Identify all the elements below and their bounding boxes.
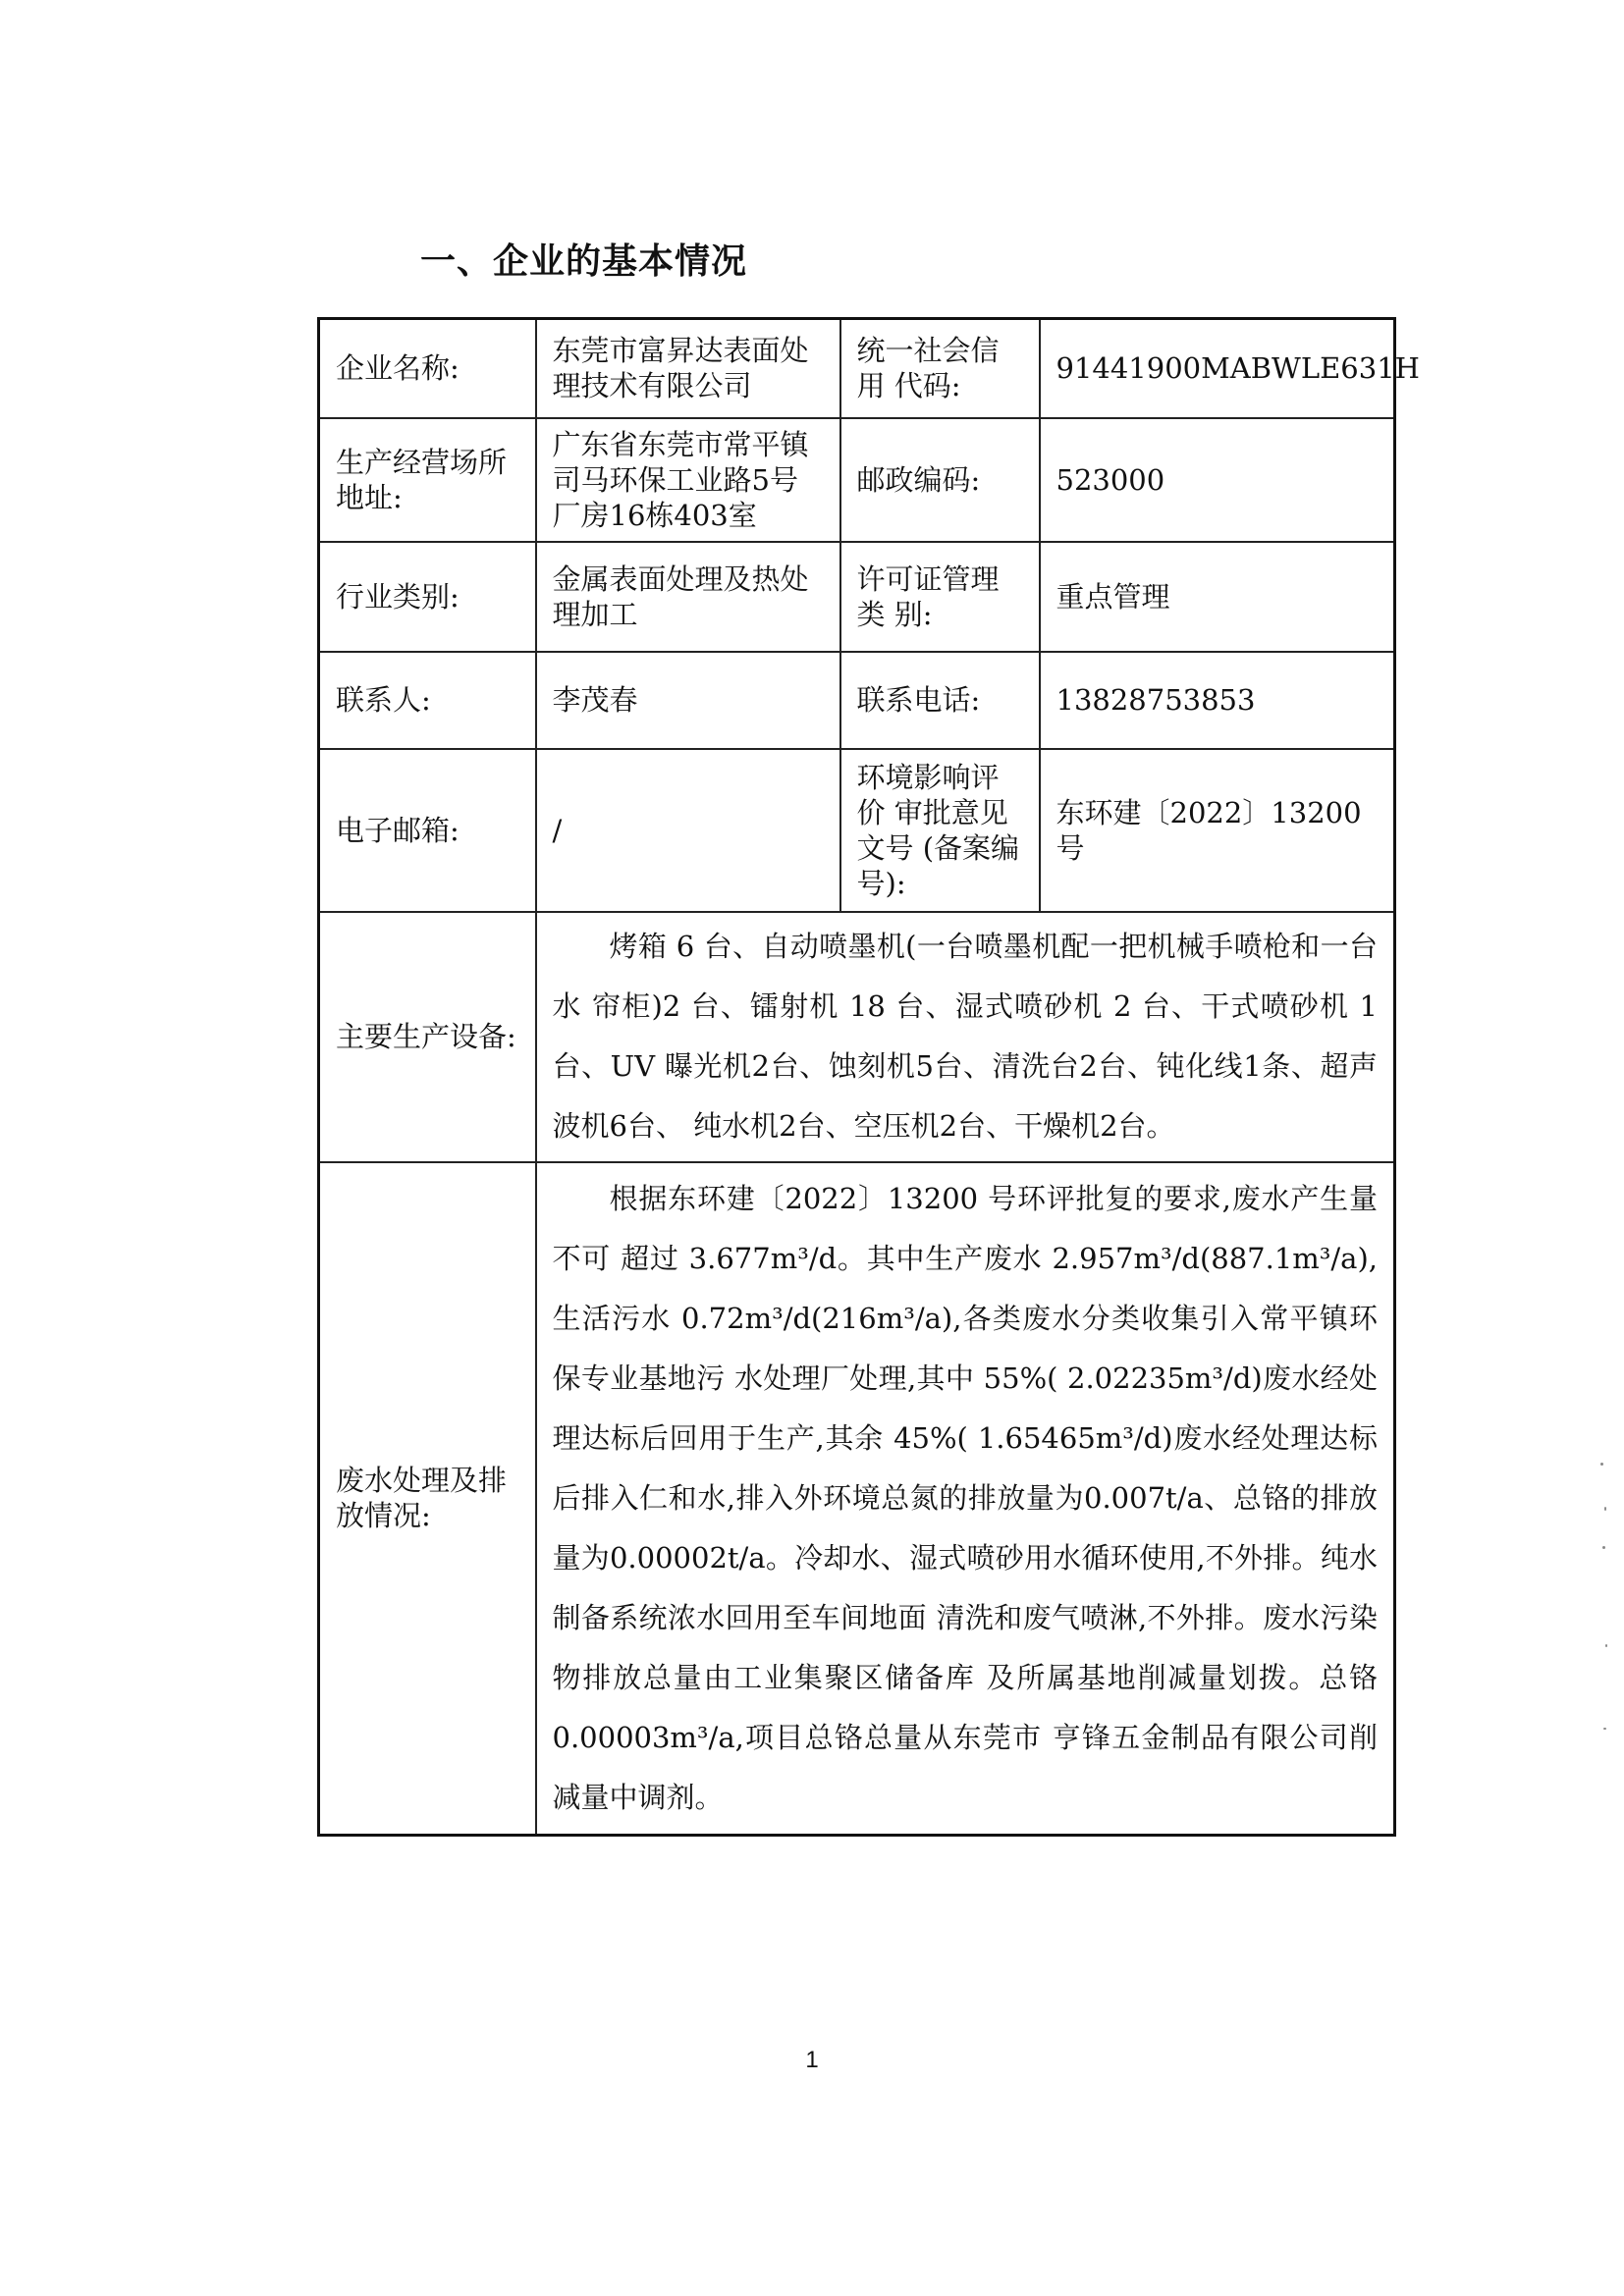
table-row	[319, 418, 1395, 542]
scan-speck	[1604, 1507, 1606, 1511]
phone-label: 联系电话:	[840, 652, 1040, 749]
section-title: 一、企业的基本情况	[420, 241, 748, 282]
equipment-label: 主要生产设备:	[319, 912, 536, 1162]
email-value: /	[536, 749, 840, 912]
table-row	[319, 542, 1395, 652]
equipment-text: 烤箱 6 台、自动喷墨机(一台喷墨机配一把机械手喷枪和一台水 帘柜)2 台、镭射机 18 台、湿式喷砂机 2 台、干式喷砂机 1 台、UV 曝光机2台、蚀刻机5台、清洗台2台、钝化线1条、超声波机6台、 纯水机2台、空压机2台、干燥机2台。	[552, 930, 1378, 1143]
wastewater-cell	[536, 1162, 1395, 1836]
eia-number-value: 东环建〔2022〕13200 号	[1040, 749, 1395, 912]
page-number: 1	[805, 2047, 819, 2073]
permit-type-label: 许可证管理类 别:	[840, 542, 1040, 652]
credit-code-label: 统一社会信用 代码:	[840, 319, 1040, 418]
postcode-value: 523000	[1040, 418, 1395, 542]
permit-type-value: 重点管理	[1040, 542, 1395, 652]
eia-label: 环境影响评价 审批意见文号 (备案编号):	[840, 749, 1040, 912]
scan-speck	[1602, 1546, 1605, 1549]
postcode-label: 邮政编码:	[840, 418, 1040, 542]
wastewater-text: 根据东环建〔2022〕13200 号环评批复的要求,废水产生量不可 超过 3.677m³/d。其中生产废水 2.957m³/d(887.1m³/a),生活污水 0.72m³/d(216m³/a),各类废水分类收集引入常平镇环保专业基地污 水处理厂处理,其中 55%( 2.02235m³/d)废水经处理达标后回用于生产,其余 45%( 1.65465m³/d)废水经处理达标后排入仁和水,排入外环境总氮的排放量为0.007t/a、总铬的排放量为0.00002t/a。冷却水、湿式喷砂用水循环使用,不外排。纯水制备系统浓水回用至车间地面 清洗和废气喷淋,不外排。废水污染物排放总量由工业集聚区储备库 及所属基地削减量划拨。总铬 0.00003m³/a,项目总铬总量从东莞市 亨锋五金制品有限公司削减量中调剂。	[552, 1181, 1378, 1814]
company-name-value: 东莞市富昇达表面处 理技术有限公司	[536, 319, 840, 418]
email-label: 电子邮箱:	[319, 749, 536, 912]
address-value: 广东省东莞市常平镇 司马环保工业路5号 厂房16栋403室	[536, 418, 840, 542]
credit-code-value: 91441900MABWLE631H	[1040, 319, 1395, 418]
table-row	[319, 319, 1395, 418]
table-row	[319, 912, 1395, 1162]
scan-speck	[1600, 1463, 1603, 1466]
table-row	[319, 749, 1395, 912]
company-name-label: 企业名称:	[319, 319, 536, 418]
phone-value: 13828753853	[1040, 652, 1395, 749]
wastewater-label: 废水处理及排 放情况:	[319, 1162, 536, 1836]
table-row	[319, 1162, 1395, 1836]
enterprise-info-table	[317, 317, 1420, 1837]
industry-value: 金属表面处理及热处 理加工	[536, 542, 840, 652]
industry-label: 行业类别:	[319, 542, 536, 652]
address-label: 生产经营场所 地址:	[319, 418, 536, 542]
contact-value: 李茂春	[536, 652, 840, 749]
scan-speck	[1603, 1728, 1606, 1730]
equipment-cell	[536, 912, 1395, 1162]
scan-speck	[1605, 1644, 1607, 1647]
table-row	[319, 652, 1395, 749]
contact-label: 联系人:	[319, 652, 536, 749]
